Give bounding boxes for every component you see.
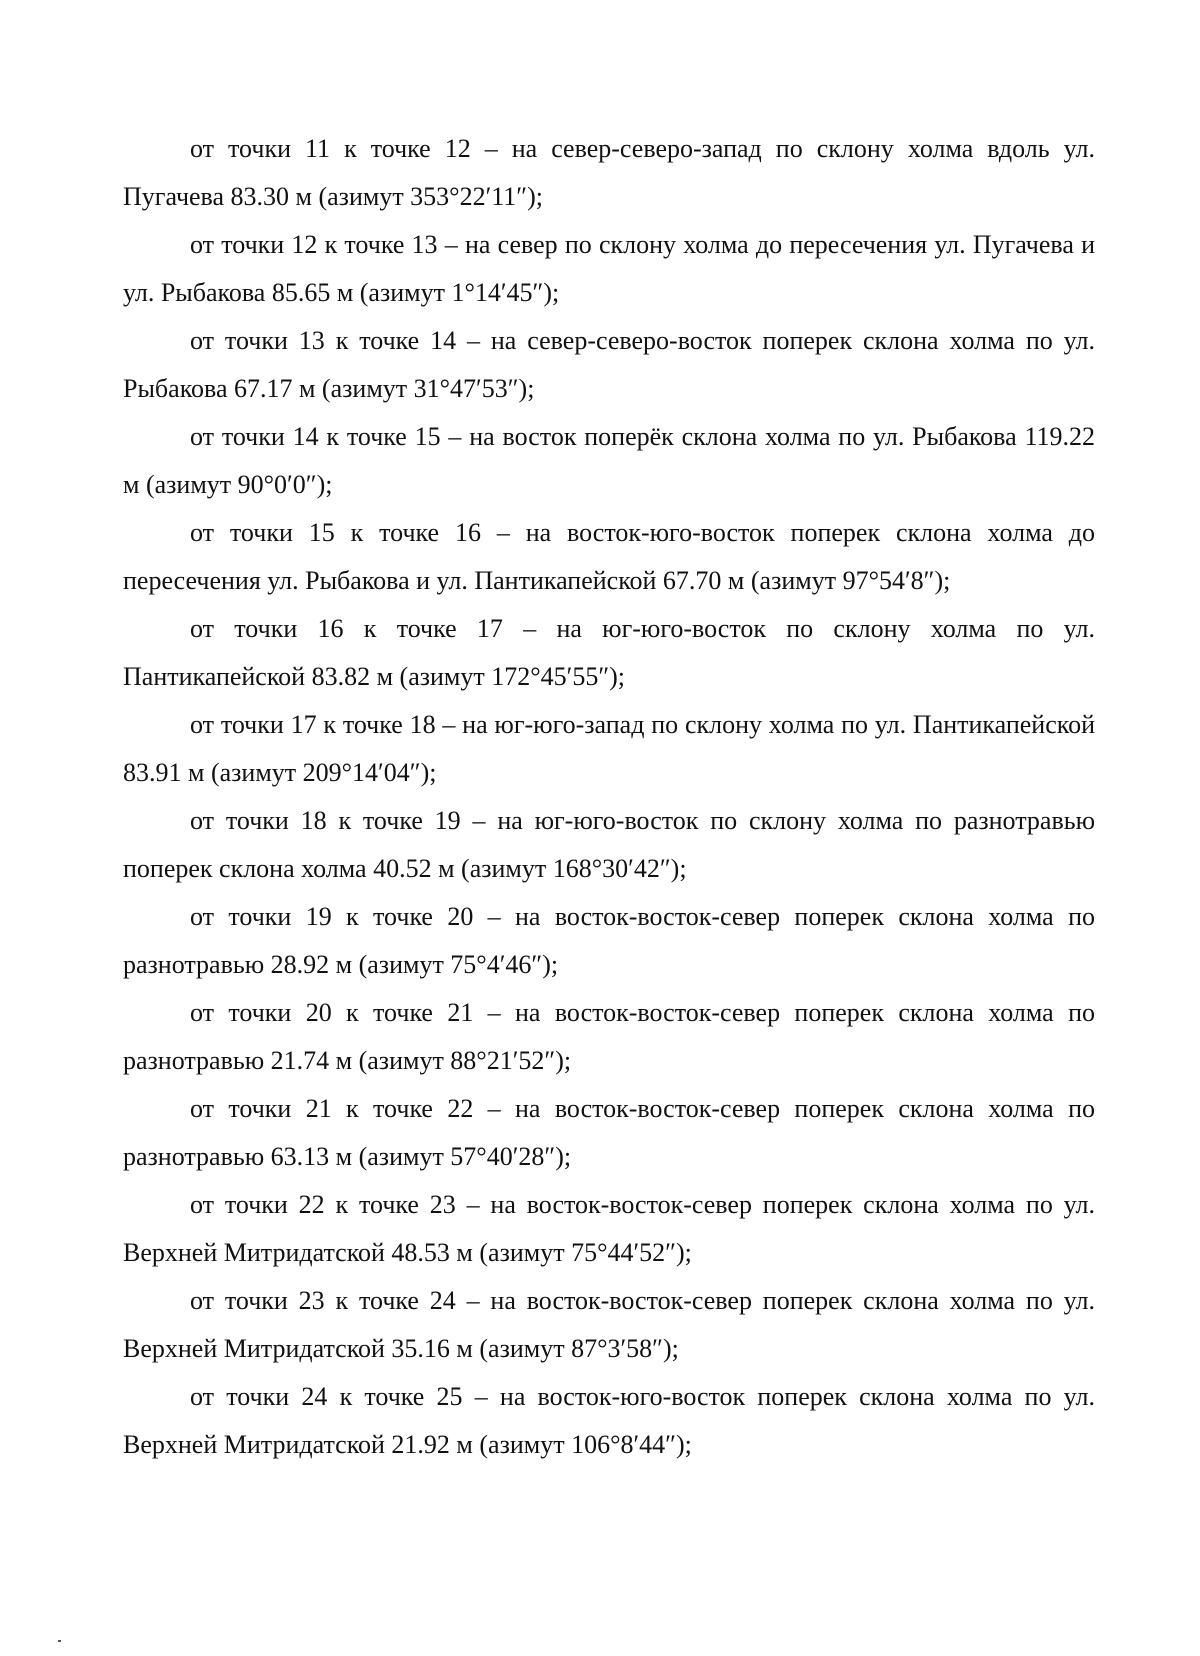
- boundary-segment-12-13: от точки 12 к точке 13 – на север по склону холма до пересечения ул. Пугачева и ул. Рыбакова 85.65 м (азимут 1°14′45″);: [123, 230, 1095, 307]
- scan-speck: [58, 1640, 61, 1642]
- boundary-segment-13-14: от точки 13 к точке 14 – на север-северо-восток поперек склона холма по ул. Рыбакова 67.17 м (азимут 31°47′53″);: [123, 326, 1095, 403]
- boundary-segment-18-19: от точки 18 к точке 19 – на юг-юго-восток по склону холма по разнотравью поперек склона холма 40.52 м (азимут 168°30′42″);: [123, 806, 1095, 883]
- boundary-segment-11-12: от точки 11 к точке 12 – на север-северо-запад по склону холма вдоль ул. Пугачева 83.30 м (азимут 353°22′11″);: [123, 134, 1095, 211]
- boundary-segment-23-24: от точки 23 к точке 24 – на восток-восток-север поперек склона холма по ул. Верхней Митридатской 35.16 м (азимут 87°3′58″);: [123, 1286, 1095, 1363]
- boundary-segment-17-18: от точки 17 к точке 18 – на юг-юго-запад по склону холма по ул. Пантикапейской 83.91 м (азимут 209°14′04″);: [123, 710, 1095, 787]
- boundary-segment-20-21: от точки 20 к точке 21 – на восток-восток-север поперек склона холма по разнотравью 21.74 м (азимут 88°21′52″);: [123, 998, 1095, 1075]
- boundary-segment-21-22: от точки 21 к точке 22 – на восток-восток-север поперек склона холма по разнотравью 63.13 м (азимут 57°40′28″);: [123, 1094, 1095, 1171]
- boundary-segment-24-25: от точки 24 к точке 25 – на восток-юго-восток поперек склона холма по ул. Верхней Митридатской 21.92 м (азимут 106°8′44″);: [123, 1382, 1095, 1459]
- boundary-segment-22-23: от точки 22 к точке 23 – на восток-восток-север поперек склона холма по ул. Верхней Митридатской 48.53 м (азимут 75°44′52″);: [123, 1190, 1095, 1267]
- boundary-segment-14-15: от точки 14 к точке 15 – на восток поперёк склона холма по ул. Рыбакова 119.22 м (азимут 90°0′0″);: [123, 422, 1095, 499]
- boundary-segment-15-16: от точки 15 к точке 16 – на восток-юго-восток поперек склона холма до пересечения ул. Рыбакова и ул. Пантикапейской 67.70 м (азимут 97°54′8″);: [123, 518, 1095, 595]
- boundary-segment-19-20: от точки 19 к точке 20 – на восток-восток-север поперек склона холма по разнотравью 28.92 м (азимут 75°4′46″);: [123, 902, 1095, 979]
- document-body: [123, 125, 1095, 1469]
- boundary-segment-16-17: от точки 16 к точке 17 – на юг-юго-восток по склону холма по ул. Пантикапейской 83.82 м (азимут 172°45′55″);: [123, 614, 1095, 691]
